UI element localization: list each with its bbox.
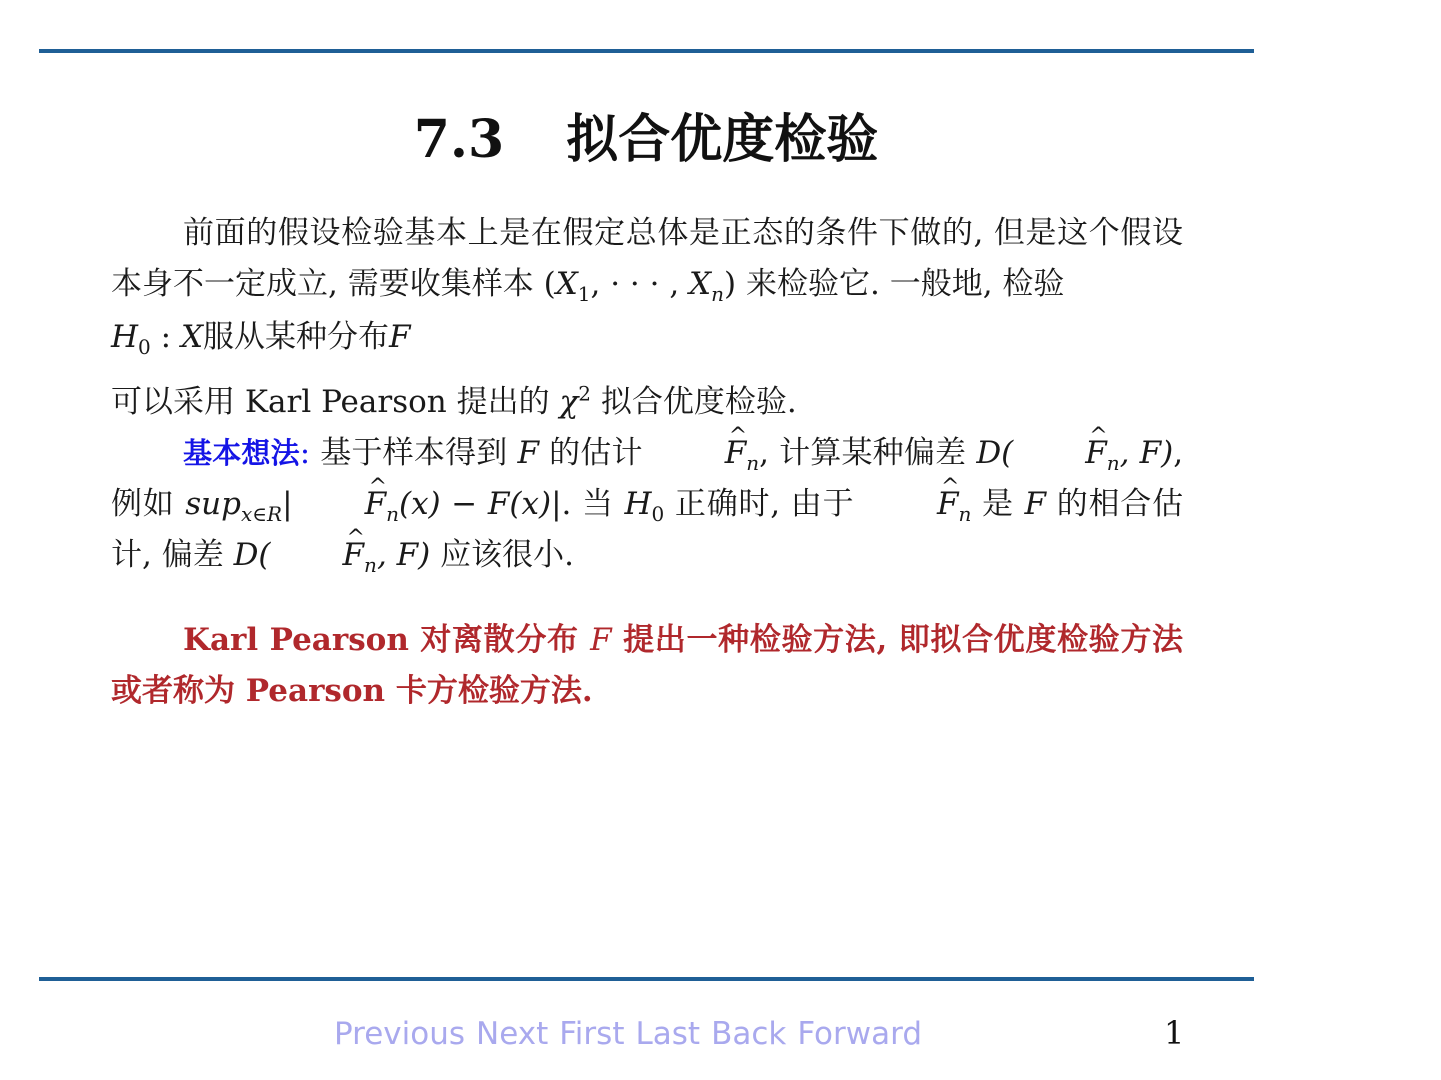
idea-text-8: 的相合估计, 偏差 — [111, 486, 1184, 573]
idea-f-hat-2-subscript: n — [958, 502, 972, 527]
idea-deviation-f-hat: ^ F — [1013, 428, 1107, 479]
idea-deviation-2-open: D( — [233, 537, 271, 573]
nav-previous-link[interactable]: Previous — [334, 1016, 466, 1052]
sample-xn: X — [689, 266, 712, 302]
slide-title — [0, 104, 1292, 176]
idea-f-hat-2: ^ F — [865, 479, 959, 530]
idea-text-7: 是 — [982, 486, 1014, 522]
nav-first-link[interactable]: First — [559, 1016, 625, 1052]
idea-text-1: 基于样本得到 — [320, 435, 508, 471]
hypothesis-display — [111, 312, 1183, 363]
idea-abs-tail: (x) − F(x)| — [398, 486, 562, 522]
chi-text-2: 拟合优度检验. — [600, 384, 797, 420]
section-title: 拟合优度检验 — [566, 109, 879, 170]
pearson-note — [111, 615, 1183, 717]
idea-text-4: , 例如 — [111, 435, 1184, 522]
nav-last-link[interactable]: Last — [635, 1016, 701, 1052]
sample-xn-subscript: n — [711, 282, 725, 307]
section-number: 7.3 — [413, 109, 505, 170]
intro-text-2: 来检验它. 一般地, 检验 — [745, 266, 1065, 302]
nav-next-link[interactable]: Next — [476, 1016, 549, 1052]
hypothesis-text: 服从某种分布 — [203, 319, 390, 355]
idea-text-6: 正确时, 由于 — [674, 486, 855, 522]
idea-f-hat-subscript: n — [746, 451, 760, 476]
idea-text-9: 应该很小. — [440, 537, 574, 573]
idea-deviation-2-close: , F) — [376, 537, 431, 573]
idea-h-subscript: 0 — [651, 502, 665, 527]
idea-sup-subscript: x∈R — [240, 502, 283, 527]
note-text-1: Karl Pearson 对离散分布 — [183, 622, 579, 658]
note-f: F — [590, 622, 612, 658]
hypothesis-f: F — [389, 319, 411, 355]
sample-open: ( — [543, 266, 556, 302]
chi-text-1: 可以采用 Karl Pearson 提出的 — [111, 384, 550, 420]
idea-deviation-open: D( — [976, 435, 1014, 471]
idea-text-5: . 当 — [561, 486, 614, 522]
bottom-rule — [39, 977, 1254, 981]
intro-paragraph — [111, 208, 1183, 310]
idea-deviation-2-subscript: n — [364, 553, 377, 578]
idea-abs-open: | — [282, 486, 293, 522]
chi-superscript: 2 — [578, 381, 591, 406]
page-number: 1 — [1164, 1014, 1185, 1052]
idea-f-2: F — [1024, 486, 1047, 522]
idea-deviation-2-f-hat: ^ F — [271, 530, 365, 581]
idea-f-hat: ^ F — [653, 428, 747, 479]
idea-h: H — [624, 486, 652, 522]
sample-x1-subscript: 1 — [577, 282, 591, 307]
sample-x1: X — [555, 266, 578, 302]
top-rule — [39, 49, 1254, 53]
hypothesis-x: X — [180, 319, 204, 355]
hypothesis-h-subscript: 0 — [138, 335, 151, 360]
basic-idea-paragraph — [111, 428, 1183, 581]
idea-sup: sup — [185, 486, 241, 522]
basic-idea-colon: : — [299, 435, 311, 471]
intro-text-1: 前面的假设检验基本上是在假定总体是正态的条件下做的, 但是这个假设本身不一定成立, 需要收集样本 — [111, 215, 1183, 302]
slide-body — [111, 208, 1183, 717]
nav-back-link[interactable]: Back — [711, 1016, 787, 1052]
sample-dots: , · · · , — [590, 266, 690, 302]
nav-forward-link[interactable]: Forward — [797, 1016, 922, 1052]
sample-close: ) — [724, 266, 737, 302]
navigation-bar — [334, 1013, 933, 1055]
idea-abs-subscript: n — [386, 502, 399, 527]
idea-text-3: , 计算某种偏差 — [759, 435, 967, 471]
hypothesis-h: H — [111, 319, 139, 355]
hypothesis-colon: : — [150, 319, 181, 355]
idea-abs-f-hat: ^ F — [293, 479, 387, 530]
idea-f: F — [517, 435, 540, 471]
idea-deviation-subscript: n — [1106, 451, 1120, 476]
basic-idea-label: 基本想法 — [183, 436, 300, 470]
chi-symbol: χ — [559, 384, 579, 420]
idea-deviation-close: , F) — [1119, 435, 1174, 471]
note-text-2: 提出一种检验方法, 即拟合优度检验方法或者称为 Pearson 卡方检验方法. — [111, 622, 1184, 709]
idea-text-2: 的估计 — [549, 435, 643, 471]
